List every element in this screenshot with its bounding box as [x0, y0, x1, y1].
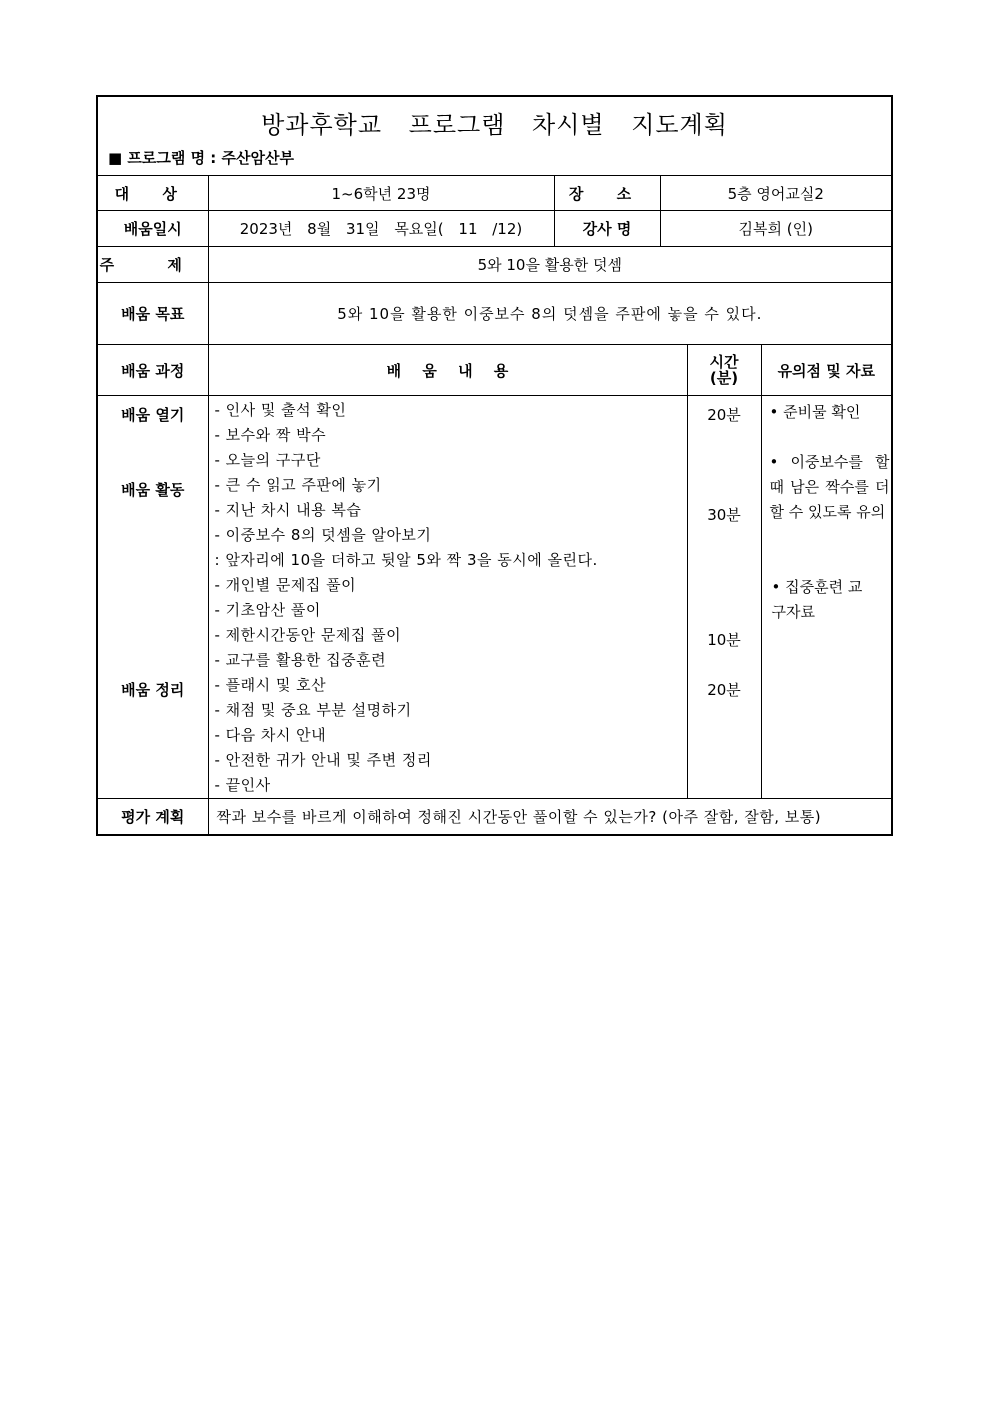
stage-opening: 배움 열기 [121, 406, 185, 424]
content-header: 배 움 내 용 [208, 345, 687, 396]
note-item: • 집중훈련 교구자료 [771, 578, 863, 621]
goal-label: 배움 목표 [97, 283, 208, 345]
time-value: 30분 [707, 506, 741, 524]
target-value: 1~6학년 23명 [208, 176, 554, 211]
content-line: - 이중보수 8의 덧셈을 알아보기 [214, 526, 432, 544]
evaluation-value: 짝과 보수를 바르게 이해하여 정해진 시간동안 풀이할 수 있는가? (아주 잘함, 잘함, 보통) [208, 799, 892, 835]
note-item: • 준비물 확인 [769, 403, 861, 421]
content-line: - 제한시간동안 문제집 풀이 [214, 626, 402, 644]
process-header: 배움 과정 [97, 345, 208, 396]
content-line: - 교구를 활용한 집중훈련 [214, 651, 387, 669]
stage-activity: 배움 활동 [121, 481, 185, 499]
program-name: ■ 프로그램 명 : 주산암산부 [108, 149, 294, 167]
place-label: 장 소 [554, 176, 660, 211]
topic-value: 5와 10을 활용한 덧셈 [208, 247, 892, 283]
time-cell [687, 396, 761, 799]
content-line: - 오늘의 구구단 [214, 451, 321, 469]
teacher-value: 김복희 (인) [660, 211, 892, 247]
teacher-label: 강사 명 [554, 211, 660, 247]
lesson-plan-table [96, 95, 893, 836]
content-cell [208, 396, 687, 799]
content-line: - 보수와 짝 박수 [214, 426, 327, 444]
content-line: - 큰 수 읽고 주판에 놓기 [214, 476, 382, 494]
content-line: - 개인별 문제집 풀이 [214, 576, 357, 594]
target-label: 대 상 [97, 176, 208, 211]
content-line: - 채점 및 중요 부분 설명하기 [214, 701, 412, 719]
content-line: - 기초암산 풀이 [214, 601, 321, 619]
lesson-plan-sheet [96, 95, 891, 836]
topic-label: 주 제 [97, 247, 208, 283]
note-item: • 이중보수를 할 때 남은 짝수를 더할 수 있도록 유의 [769, 453, 890, 521]
time-value: 20분 [707, 406, 741, 424]
time-value: 20분 [707, 681, 741, 699]
goal-value: 5와 10을 활용한 이중보수 8의 덧셈을 주판에 놓을 수 있다. [208, 283, 892, 345]
stage-cell [97, 396, 208, 799]
date-value: 2023년 8월 31일 목요일( 11 /12) [208, 211, 554, 247]
content-line: - 인사 및 출석 확인 [214, 401, 347, 419]
document-title: 방과후학교 프로그램 차시별 지도계획 [261, 111, 728, 139]
content-line: - 안전한 귀가 안내 및 주변 정리 [214, 751, 432, 769]
date-label: 배움일시 [97, 211, 208, 247]
place-value: 5층 영어교실2 [660, 176, 892, 211]
evaluation-label: 평가 계획 [97, 799, 208, 835]
time-value: 10분 [707, 631, 741, 649]
content-line: - 플래시 및 호산 [214, 676, 327, 694]
content-line: : 앞자리에 10을 더하고 뒷알 5와 짝 3을 동시에 올린다. [214, 551, 598, 569]
stage-closing: 배움 정리 [121, 681, 185, 699]
content-line: - 지난 차시 내용 복습 [214, 501, 362, 519]
time-header: 시간 (분) [687, 345, 761, 396]
title-cell [97, 96, 892, 176]
content-line: - 끝인사 [214, 776, 271, 794]
content-line: - 다음 차시 안내 [214, 726, 327, 744]
notes-cell [761, 396, 892, 799]
notes-header: 유의점 및 자료 [761, 345, 892, 396]
